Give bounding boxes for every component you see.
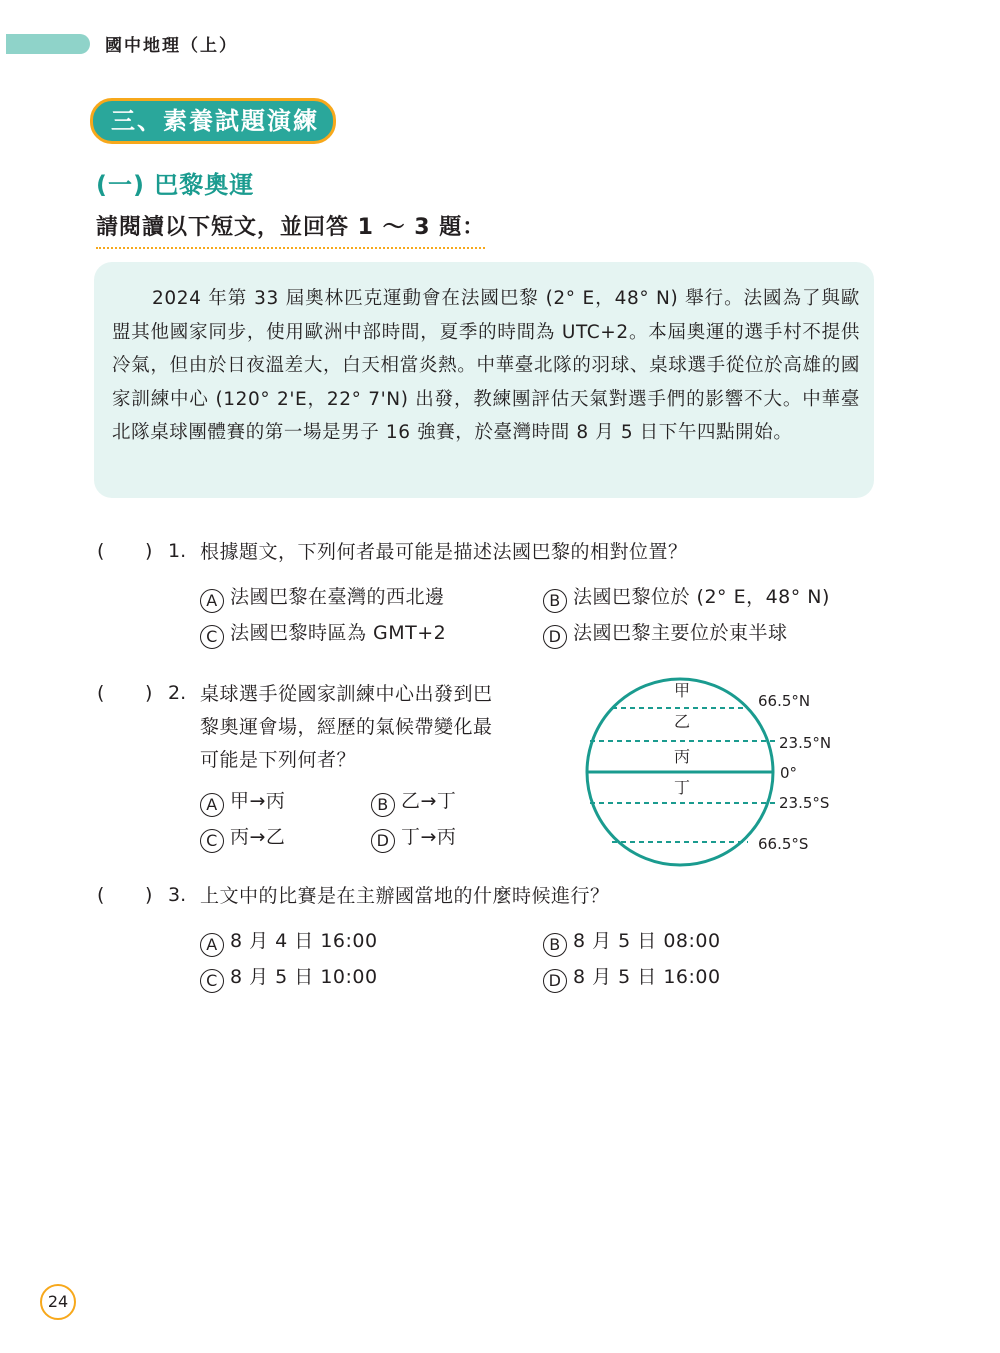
zone-label: 丙 bbox=[673, 747, 691, 766]
option-a[interactable] bbox=[200, 582, 445, 613]
option-b[interactable] bbox=[543, 926, 721, 957]
section-title: 三、素養試題演練 bbox=[90, 98, 336, 144]
option-text: 8 月 5 日 10:00 bbox=[230, 966, 378, 988]
option-text: 8 月 4 日 16:00 bbox=[230, 930, 378, 952]
option-letter: C bbox=[200, 829, 224, 853]
option-letter: A bbox=[200, 793, 224, 817]
option-text: 法國巴黎主要位於東半球 bbox=[573, 622, 788, 644]
question-line: 黎奧運會場，經歷的氣候帶變化最 bbox=[200, 716, 493, 738]
option-text: 丙→乙 bbox=[230, 826, 286, 848]
option-text: 乙→丁 bbox=[401, 790, 457, 812]
zone-label: 乙 bbox=[673, 712, 691, 731]
option-letter: C bbox=[200, 625, 224, 649]
option-d[interactable] bbox=[543, 618, 788, 649]
question-line: 可能是下列何者？ bbox=[200, 749, 357, 771]
book-title: 國中地理（上） bbox=[105, 36, 238, 56]
option-b[interactable] bbox=[543, 582, 830, 613]
latitude-label: 0° bbox=[780, 764, 798, 782]
option-letter: B bbox=[543, 933, 567, 957]
reading-passage bbox=[94, 262, 874, 498]
question-line: 桌球選手從國家訓練中心出發到巴 bbox=[200, 683, 493, 705]
option-d[interactable] bbox=[371, 822, 456, 853]
latitude-label: 23.5°N bbox=[779, 734, 832, 752]
option-letter: D bbox=[543, 625, 567, 649]
option-a[interactable] bbox=[200, 786, 285, 817]
option-text: 法國巴黎位於 (2° E，48° N) bbox=[573, 586, 830, 608]
page-number: 24 bbox=[40, 1284, 76, 1320]
option-text: 法國巴黎時區為 GMT+2 bbox=[230, 622, 447, 644]
passage-text bbox=[112, 282, 860, 450]
answer-blank-close: ) bbox=[145, 682, 153, 704]
answer-blank-open: ( bbox=[97, 682, 105, 704]
option-letter: D bbox=[371, 829, 395, 853]
answer-blank-close: ) bbox=[145, 540, 153, 562]
answer-blank-close: ) bbox=[145, 884, 153, 906]
option-letter: A bbox=[200, 933, 224, 957]
climate-zone-globe bbox=[570, 672, 840, 872]
question-number: 2. bbox=[168, 682, 187, 704]
header-accent-bar bbox=[6, 34, 90, 54]
option-letter: B bbox=[371, 793, 395, 817]
option-text: 8 月 5 日 16:00 bbox=[573, 966, 721, 988]
option-c[interactable] bbox=[200, 962, 378, 993]
option-c[interactable] bbox=[200, 822, 285, 853]
answer-blank-open: ( bbox=[97, 884, 105, 906]
latitude-label: 23.5°S bbox=[779, 794, 830, 812]
question-number: 1. bbox=[168, 540, 187, 562]
question-number: 3. bbox=[168, 884, 187, 906]
option-letter: D bbox=[543, 969, 567, 993]
option-text: 8 月 5 日 08:00 bbox=[573, 930, 721, 952]
subsection-title: (一) 巴黎奧運 bbox=[96, 171, 255, 199]
option-letter: B bbox=[543, 589, 567, 613]
zone-label: 丁 bbox=[673, 778, 691, 797]
option-b[interactable] bbox=[371, 786, 456, 817]
latitude-label: 66.5°S bbox=[758, 835, 809, 853]
option-a[interactable] bbox=[200, 926, 378, 957]
question-text bbox=[200, 678, 493, 777]
option-d[interactable] bbox=[543, 962, 721, 993]
option-c[interactable] bbox=[200, 618, 446, 649]
question-text: 根據題文，下列何者最可能是描述法國巴黎的相對位置？ bbox=[200, 541, 688, 563]
answer-blank-open: ( bbox=[97, 540, 105, 562]
option-text: 法國巴黎在臺灣的西北邊 bbox=[230, 586, 445, 608]
option-letter: C bbox=[200, 969, 224, 993]
option-letter: A bbox=[200, 589, 224, 613]
option-text: 丁→丙 bbox=[401, 826, 457, 848]
option-text: 甲→丙 bbox=[230, 790, 286, 812]
passage-body: 2024 年第 33 屆奧林匹克運動會在法國巴黎 (2° E，48° N) 舉行。法國為了與歐盟其他國家同步，使用歐洲中部時間，夏季的時間為 UTC+2。本屆奧運的選手村不提供冷氣，但由於日夜溫差大，白天相當炎熱。中華臺北隊的羽球、桌球選手從位於高雄的國家訓練中心 (120° 2'E，22° 7'N) 出發，教練團評估天氣對選手們的影響不大。中華臺北隊桌球團體賽的第一場是男子 16 強賽，於臺灣時間 8 月 5 日下午四點開始。 bbox=[112, 288, 860, 443]
question-text: 上文中的比賽是在主辦國當地的什麼時候進行？ bbox=[200, 885, 610, 907]
latitude-label: 66.5°N bbox=[758, 692, 811, 710]
instruction-text: 請閱讀以下短文，並回答 1 ～ 3 題： bbox=[96, 210, 485, 249]
zone-label: 甲 bbox=[673, 681, 691, 700]
